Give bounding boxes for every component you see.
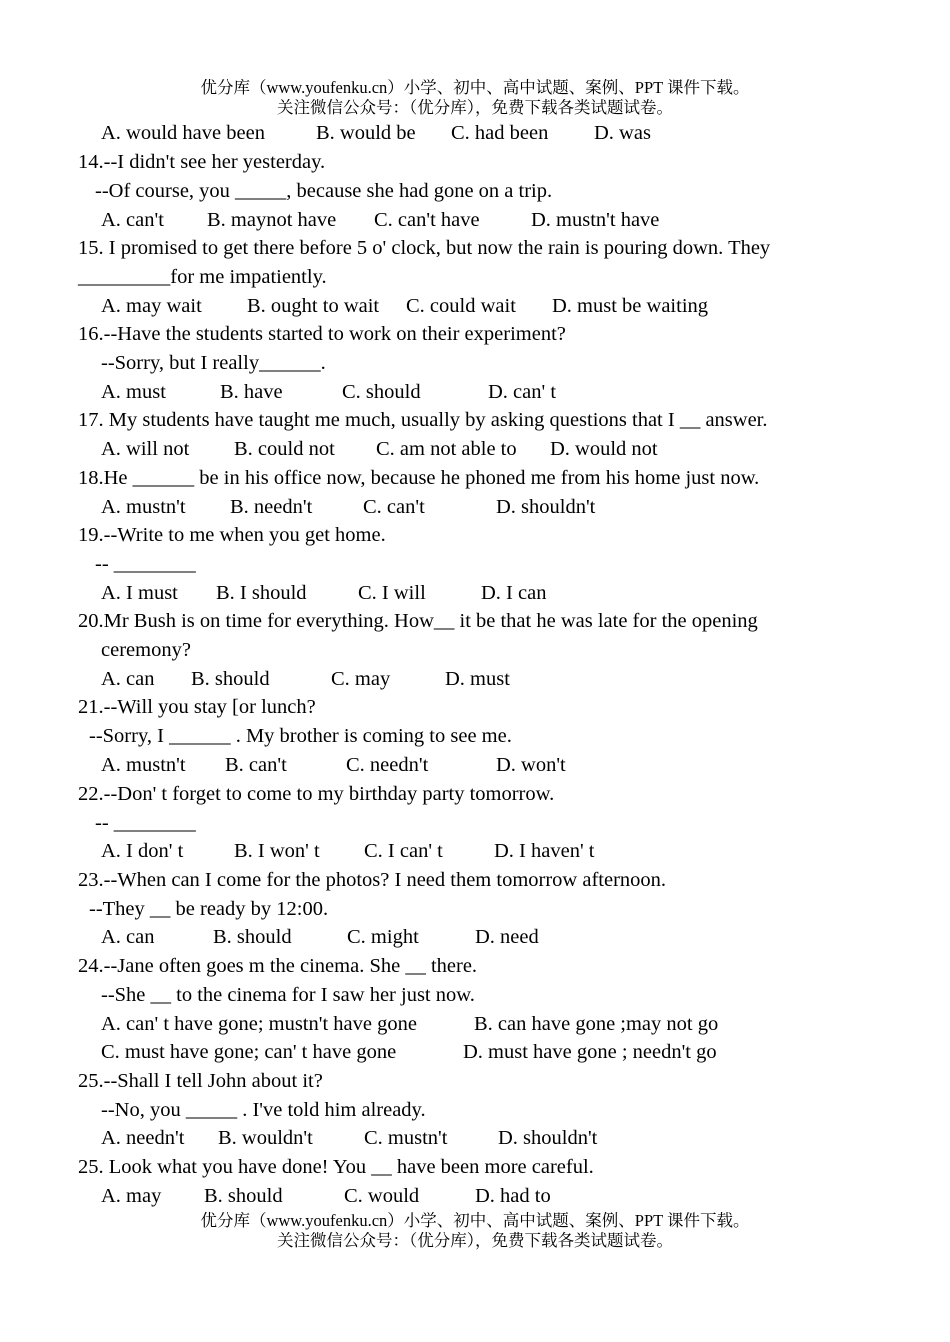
q16-reply: --Sorry, but I really______. xyxy=(101,352,326,374)
option-a: A. I must xyxy=(101,582,178,604)
option-a: A. can't xyxy=(101,209,164,231)
q18-stem: 18.He ______ be in his office now, because he phoned me from his home just now. xyxy=(78,467,760,489)
option-d: D. I can xyxy=(481,582,547,604)
option-c: C. must have gone; can' t have gone xyxy=(101,1041,397,1063)
q21-reply: --Sorry, I ______ . My brother is coming to see me. xyxy=(89,725,512,747)
option-b: B. could not xyxy=(234,438,335,460)
q21-stem: 21.--Will you stay [or lunch? xyxy=(78,696,316,718)
option-a: A. may wait xyxy=(101,295,202,317)
option-c: C. am not able to xyxy=(376,438,517,460)
option-a: A. can xyxy=(101,926,155,948)
option-c: C. I can' t xyxy=(364,840,443,862)
option-b: B. needn't xyxy=(230,496,313,518)
option-b: B. I should xyxy=(216,582,307,604)
q14-reply: --Of course, you _____, because she had gone on a trip. xyxy=(95,180,553,202)
q25b-stem: 25. Look what you have done! You __ have been more careful. xyxy=(78,1156,594,1178)
option-c: C. mustn't xyxy=(364,1127,448,1149)
option-a: A. may xyxy=(101,1185,162,1207)
option-d: D. must xyxy=(445,668,510,690)
option-b: B. wouldn't xyxy=(218,1127,313,1149)
option-c: C. could wait xyxy=(406,295,516,317)
option-d: D. won't xyxy=(496,754,566,776)
option-a: A. will not xyxy=(101,438,190,460)
option-a: A. can' t have gone; mustn't have gone xyxy=(101,1013,417,1035)
option-b: B. ought to wait xyxy=(247,295,380,317)
option-d: D. need xyxy=(475,926,539,948)
option-a: A. mustn't xyxy=(101,496,186,518)
option-a: A. would have been xyxy=(101,122,265,144)
q15-stem: 15. I promised to get there before 5 o' clock, but now the rain is pouring down. They xyxy=(78,237,771,259)
option-c: C. needn't xyxy=(346,754,429,776)
q16-stem: 16.--Have the students started to work on their experiment? xyxy=(78,323,566,345)
option-a: A. mustn't xyxy=(101,754,186,776)
header-line-1: 优分库（www.youfenku.cn）小学、初中、高中试题、案例、PPT 课件下载。 xyxy=(200,78,750,97)
option-d: D. shouldn't xyxy=(496,496,596,518)
q24-reply: --She __ to the cinema for I saw her just now. xyxy=(101,984,475,1006)
option-c: C. had been xyxy=(451,122,549,144)
option-b: B. should xyxy=(204,1185,283,1207)
option-d: D. would not xyxy=(550,438,658,460)
q23-stem: 23.--When can I come for the photos? I need them tomorrow afternoon. xyxy=(78,869,667,891)
footer-line-1: 优分库（www.youfenku.cn）小学、初中、高中试题、案例、PPT 课件下载。 xyxy=(200,1211,750,1230)
q17-stem: 17. My students have taught me much, usually by asking questions that I __ answer. xyxy=(78,409,768,431)
option-b: B. would be xyxy=(316,122,416,144)
option-d: D. must have gone ; needn't go xyxy=(463,1041,717,1063)
option-a: A. can xyxy=(101,668,155,690)
option-c: C. might xyxy=(347,926,419,948)
option-a: A. must xyxy=(101,381,166,403)
option-c: C. would xyxy=(344,1185,420,1207)
option-d: D. was xyxy=(594,122,651,144)
option-b: B. I won' t xyxy=(234,840,320,862)
q14-stem: 14.--I didn't see her yesterday. xyxy=(78,151,326,173)
option-c: C. can't xyxy=(363,496,425,518)
option-c: C. should xyxy=(342,381,421,403)
q23-reply: --They __ be ready by 12:00. xyxy=(89,898,329,920)
footer-line-2: 关注微信公众号：（优分库），免费下载各类试题试卷。 xyxy=(277,1231,673,1250)
q22-reply: -- ________ xyxy=(95,812,196,834)
option-d: D. shouldn't xyxy=(498,1127,598,1149)
header-line-2: 关注微信公众号：（优分库），免费下载各类试题试卷。 xyxy=(277,98,673,117)
q22-stem: 22.--Don' t forget to come to my birthday party tomorrow. xyxy=(78,783,555,805)
option-b: B. should xyxy=(191,668,270,690)
option-d: D. mustn't have xyxy=(531,209,660,231)
option-c: C. can't have xyxy=(374,209,480,231)
q25a-stem: 25.--Shall I tell John about it? xyxy=(78,1070,323,1092)
option-a: A. needn't xyxy=(101,1127,185,1149)
option-a: A. I don' t xyxy=(101,840,184,862)
q20-stem: 20.Mr Bush is on time for everything. How__ it be that he was late for the opening xyxy=(78,610,758,632)
option-b: B. should xyxy=(213,926,292,948)
q15-stem-continued: _________for me impatiently. xyxy=(78,266,327,288)
q24-stem: 24.--Jane often goes m the cinema. She __ there. xyxy=(78,955,478,977)
option-c: C. I will xyxy=(358,582,426,604)
option-d: D. I haven' t xyxy=(494,840,595,862)
q19-reply: -- ________ xyxy=(95,553,196,575)
option-d: D. had to xyxy=(475,1185,551,1207)
option-b: B. have xyxy=(220,381,283,403)
option-b: B. can have gone ;may not go xyxy=(474,1013,719,1035)
option-d: D. can' t xyxy=(488,381,557,403)
option-b: B. maynot have xyxy=(207,209,337,231)
q19-stem: 19.--Write to me when you get home. xyxy=(78,524,386,546)
option-c: C. may xyxy=(331,668,391,690)
q20-stem-continued: ceremony? xyxy=(101,639,191,661)
option-b: B. can't xyxy=(225,754,287,776)
option-d: D. must be waiting xyxy=(552,295,709,317)
q25a-reply: --No, you _____ . I've told him already. xyxy=(101,1099,426,1121)
